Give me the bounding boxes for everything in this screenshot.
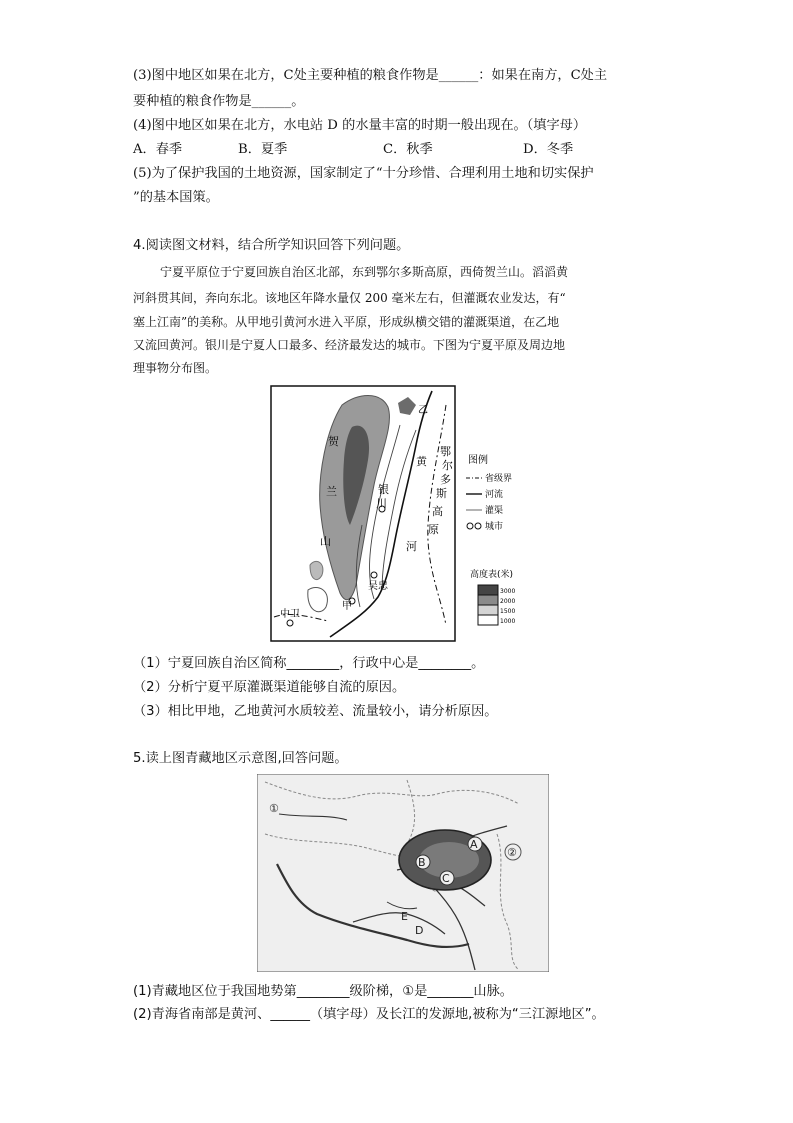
label-d: D [415, 924, 424, 937]
label-si: 斯 [436, 487, 447, 500]
legend-city-symbol [475, 523, 481, 529]
q4-sub-3: （3）相比甲地，乙地黄河水质较差、流量较小，请分析原因。 [133, 704, 498, 719]
q4-option-d: D．冬季 [523, 142, 574, 157]
label-shan: 山 [320, 535, 331, 548]
q4-sub-2: （2）分析宁夏平原灌溉渠道能够自流的原因。 [133, 680, 406, 695]
elev-value: 3000 [500, 588, 516, 595]
elev-value: 1000 [500, 618, 516, 625]
label-e: E [401, 910, 408, 923]
q5-sub-1: (1)青藏地区位于我国地势第________级阶梯，①是_______山脉。 [133, 984, 513, 999]
elev-value: 2000 [500, 598, 516, 605]
elev-swatch [478, 595, 498, 605]
label-a: A [470, 838, 478, 851]
q5-sub-2: (2)青海省南部是黄河、______（填字母）及长江的发源地,被称为“三江源地区”。 [133, 1007, 605, 1022]
label-yin: 银 [378, 483, 389, 496]
elev-swatch [478, 585, 498, 595]
q4-option-c: C．秋季 [383, 142, 433, 157]
label-huang: 黄 [416, 455, 427, 468]
label-chuan: 川 [376, 497, 387, 510]
label-jia: 甲 [342, 601, 352, 612]
label-1: ① [269, 802, 279, 815]
q4-para-line: 又流回黄河。银川是宁夏人口最多、经济最发达的城市。下图为宁夏平原及周边地 [133, 338, 566, 352]
q5-line-2: ”的基本国策。 [133, 190, 219, 205]
q4-sub-1: （1）宁夏回族自治区简称________，行政中心是________。 [133, 656, 485, 671]
legend-title: 图例 [468, 455, 488, 466]
elevation-title: 高度表(米) [470, 570, 514, 580]
q5-title: 5.读上图青藏地区示意图,回答问题。 [133, 751, 348, 766]
legend-item: 省级界 [485, 474, 513, 484]
q4-para-line: 理事物分布图。 [133, 361, 218, 375]
elev-swatch [478, 615, 498, 625]
legend-item: 灌渠 [485, 506, 504, 516]
legend-city-symbol [467, 523, 473, 529]
q3-line-2: 要种植的粮食作物是______。 [133, 94, 305, 109]
label-yuan: 原 [428, 523, 439, 536]
qinghai-tibet-map [257, 774, 549, 972]
q4-para-line: 河斜贯其间，奔向东北。该地区年降水量仅 200 毫米左右，但灌溉农业发达，有“ [133, 291, 566, 305]
label-duo: 多 [440, 473, 451, 486]
legend-item: 河流 [485, 490, 504, 500]
label-gao: 高 [432, 505, 443, 518]
q4-para-line: 塞上江南”的美称。从甲地引黄河水进入平原，形成纵横交错的灌溉渠道，在乙地 [133, 315, 560, 329]
elev-value: 1500 [500, 608, 516, 615]
city-wuzhong [371, 572, 377, 578]
q4-title: 4.阅读图文材料，结合所学知识回答下列问题。 [133, 238, 410, 253]
city-zhongwei [287, 620, 293, 626]
label-he: 贺 [328, 435, 339, 448]
label-yi: 乙 [418, 405, 428, 416]
q5-line-1: (5)为了保护我国的土地资源，国家制定了“十分珍惜、合理利用土地和切实保护 [133, 166, 594, 181]
q4-option-b: B．夏季 [238, 142, 288, 157]
q4-para-line: 宁夏平原位于宁夏回族自治区北部，东到鄂尔多斯高原，西倚贺兰山。滔滔黄 [160, 265, 569, 279]
label-b: B [418, 856, 426, 869]
label-e: 鄂 [440, 445, 451, 458]
q4-line: (4)图中地区如果在北方，水电站 D 的水量丰富的时期一般出现在。（填字母） [133, 118, 587, 133]
label-c: C [442, 872, 450, 885]
q3-line-1: (3)图中地区如果在北方，C处主要种植的粮食作物是______：如果在南方，C处主 [133, 68, 608, 83]
label-he2: 河 [406, 540, 417, 553]
label-zhongwei: 中卫 [280, 609, 300, 620]
label-er: 尔 [442, 459, 453, 472]
elev-swatch [478, 605, 498, 615]
label-2: ② [507, 846, 517, 859]
label-lan: 兰 [326, 485, 337, 498]
ningxia-plain-map [270, 385, 544, 643]
q4-option-a: A．春季 [133, 142, 183, 157]
label-wuzhong: 吴忠 [368, 581, 388, 592]
legend-item: 城市 [485, 522, 504, 532]
hill-patch [310, 561, 323, 579]
